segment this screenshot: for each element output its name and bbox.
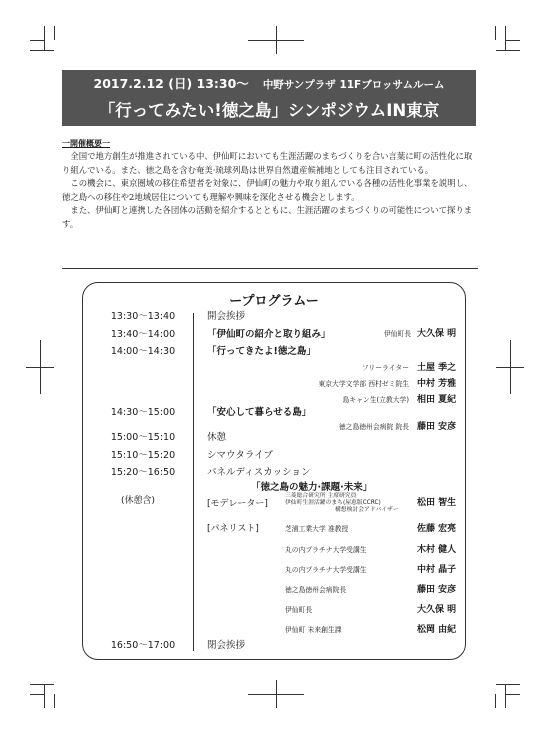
crop-mark	[276, 680, 277, 708]
divider	[62, 268, 478, 269]
panelist-name: 藤田 安彦	[417, 585, 457, 595]
session-title: 「安心して暮らせる島」	[207, 407, 312, 418]
session-time: 14:30～15:00	[110, 407, 176, 418]
session-time: 15:00～15:10	[110, 432, 176, 443]
summary-paragraph: この機会に、東京圏域の移住希望者を対象に、伊仙町の魅力や取り組んでいる各種の活性化事業を説明し、徳之島への移住や2地域居住についても理解や興味を深化させる機会とします。	[62, 178, 473, 202]
speaker-name: 藤田 安彦	[417, 422, 457, 432]
speaker-affiliation: 徳之島徳州会病院 院長	[338, 423, 409, 431]
event-venue: 中野サンプラザ 11Fブロッサムルーム	[262, 79, 445, 91]
session-time: 13:30～13:40	[110, 311, 176, 322]
summary-paragraph: また、伊仙町と連携した各団体の活動を紹介するとともに、生涯活躍のまちづくりの可能性について探ります。	[62, 205, 473, 229]
header-date-line	[62, 74, 476, 92]
summary-text	[62, 150, 476, 232]
event-date: 2017.2.12 (日) 13:30～	[93, 76, 249, 91]
session-time: 14:00～14:30	[110, 346, 176, 357]
speaker-name: 中村 芳雅	[417, 379, 457, 389]
moderator-label: [モデレーター]	[207, 499, 268, 509]
session-title: 閉会挨拶	[207, 640, 246, 651]
moderator-affiliation	[285, 493, 399, 514]
speaker-affiliation: 島キャン生(立教大学)	[342, 396, 409, 404]
event-header	[62, 70, 476, 126]
panelist-affiliation: 丸の内プラチナ大学受講生	[285, 566, 367, 574]
event-title: 「行ってみたい!徳之島」シンポジウムIN東京	[98, 101, 440, 120]
break-note: (休憩含)	[121, 496, 156, 506]
crop-mark	[276, 26, 277, 54]
session-title: 「行ってきたよ!徳之島」	[207, 346, 316, 357]
moderator-affiliation-line: 構想検討会アドバイザー	[335, 507, 399, 513]
session-time: 15:20～16:50	[110, 467, 176, 478]
session-time: 16:50～17:00	[110, 640, 176, 651]
panelist-affiliation: 徳之島徳州会病院長	[285, 586, 347, 594]
session-time: 15:10～15:20	[110, 450, 176, 461]
session-title: 「伊仙町の紹介と取り組み」	[207, 329, 331, 340]
crop-mark	[44, 26, 45, 50]
crop-mark	[30, 684, 54, 685]
crop-mark	[510, 340, 511, 394]
summary-label: 一開催概要一	[62, 139, 110, 148]
panelist-name: 木村 健人	[417, 545, 457, 555]
panelist-name: 大久保 明	[417, 605, 457, 615]
speaker-affiliation: フリーライター	[361, 364, 409, 372]
crop-mark	[505, 26, 506, 50]
panelist-affiliation: 伊仙町長	[285, 606, 313, 614]
moderator-affiliation-line: 三菱総合研究所 主席研究員	[285, 493, 357, 499]
crop-mark	[40, 340, 41, 394]
crop-mark	[54, 694, 55, 708]
crop-mark	[30, 50, 54, 51]
summary-paragraph: 全国で地方創生が推進されている中、伊仙町においても生涯活躍のまちづくりを合い言葉に町の活性化に取り組んでいる。また、徳之島を含む奄美·琉球列島は世界自然遺産候補地としても注目されている。	[62, 151, 473, 175]
session-title: シマウタライブ	[207, 450, 273, 461]
panelist-affiliation: 丸の内プラチナ大学受講生	[285, 546, 367, 554]
crop-mark	[496, 50, 520, 51]
session-title: 休憩	[207, 432, 227, 443]
crop-mark	[506, 40, 520, 41]
speaker-name: 大久保 明	[417, 329, 457, 339]
crop-mark	[30, 694, 44, 695]
panelist-affiliation: 伊仙町 未来創生課	[285, 626, 342, 634]
crop-mark	[495, 694, 496, 708]
panelist-name: 中村 晶子	[417, 565, 457, 575]
speaker-affiliation: 伊仙町長	[383, 330, 411, 338]
speaker-name: 土屋 季之	[417, 363, 457, 373]
moderator-name: 松田 智生	[417, 498, 457, 508]
crop-mark	[495, 26, 496, 40]
session-title: 開会挨拶	[207, 311, 246, 322]
panel-subtitle: 「徳之島の魅力·課題·未来」	[251, 482, 373, 493]
crop-mark	[505, 684, 506, 708]
speaker-name: 相田 夏紀	[417, 395, 457, 405]
moderator-affiliation-line: 伊仙町生涯活躍のまち(屋恵版CCRC)	[285, 500, 381, 506]
session-time: 13:40～14:00	[110, 329, 176, 340]
program-title: ープログラムー	[229, 294, 319, 309]
session-title: パネルディスカッション	[207, 467, 311, 478]
crop-mark	[506, 694, 520, 695]
crop-mark	[30, 40, 44, 41]
crop-mark	[54, 26, 55, 40]
crop-mark	[496, 684, 520, 685]
speaker-affiliation: 東京大学文学部 西村ゼミ院生	[318, 380, 409, 388]
program-box	[82, 282, 466, 660]
panelist-affiliation: 芝浦工業大学 准教授	[285, 525, 349, 533]
panelist-name: 松岡 由紀	[417, 625, 457, 635]
panelist-name: 佐藤 宏亮	[417, 524, 457, 534]
crop-mark	[44, 684, 45, 708]
program-divider	[193, 313, 194, 651]
panelist-label: [パネリスト]	[207, 524, 259, 534]
